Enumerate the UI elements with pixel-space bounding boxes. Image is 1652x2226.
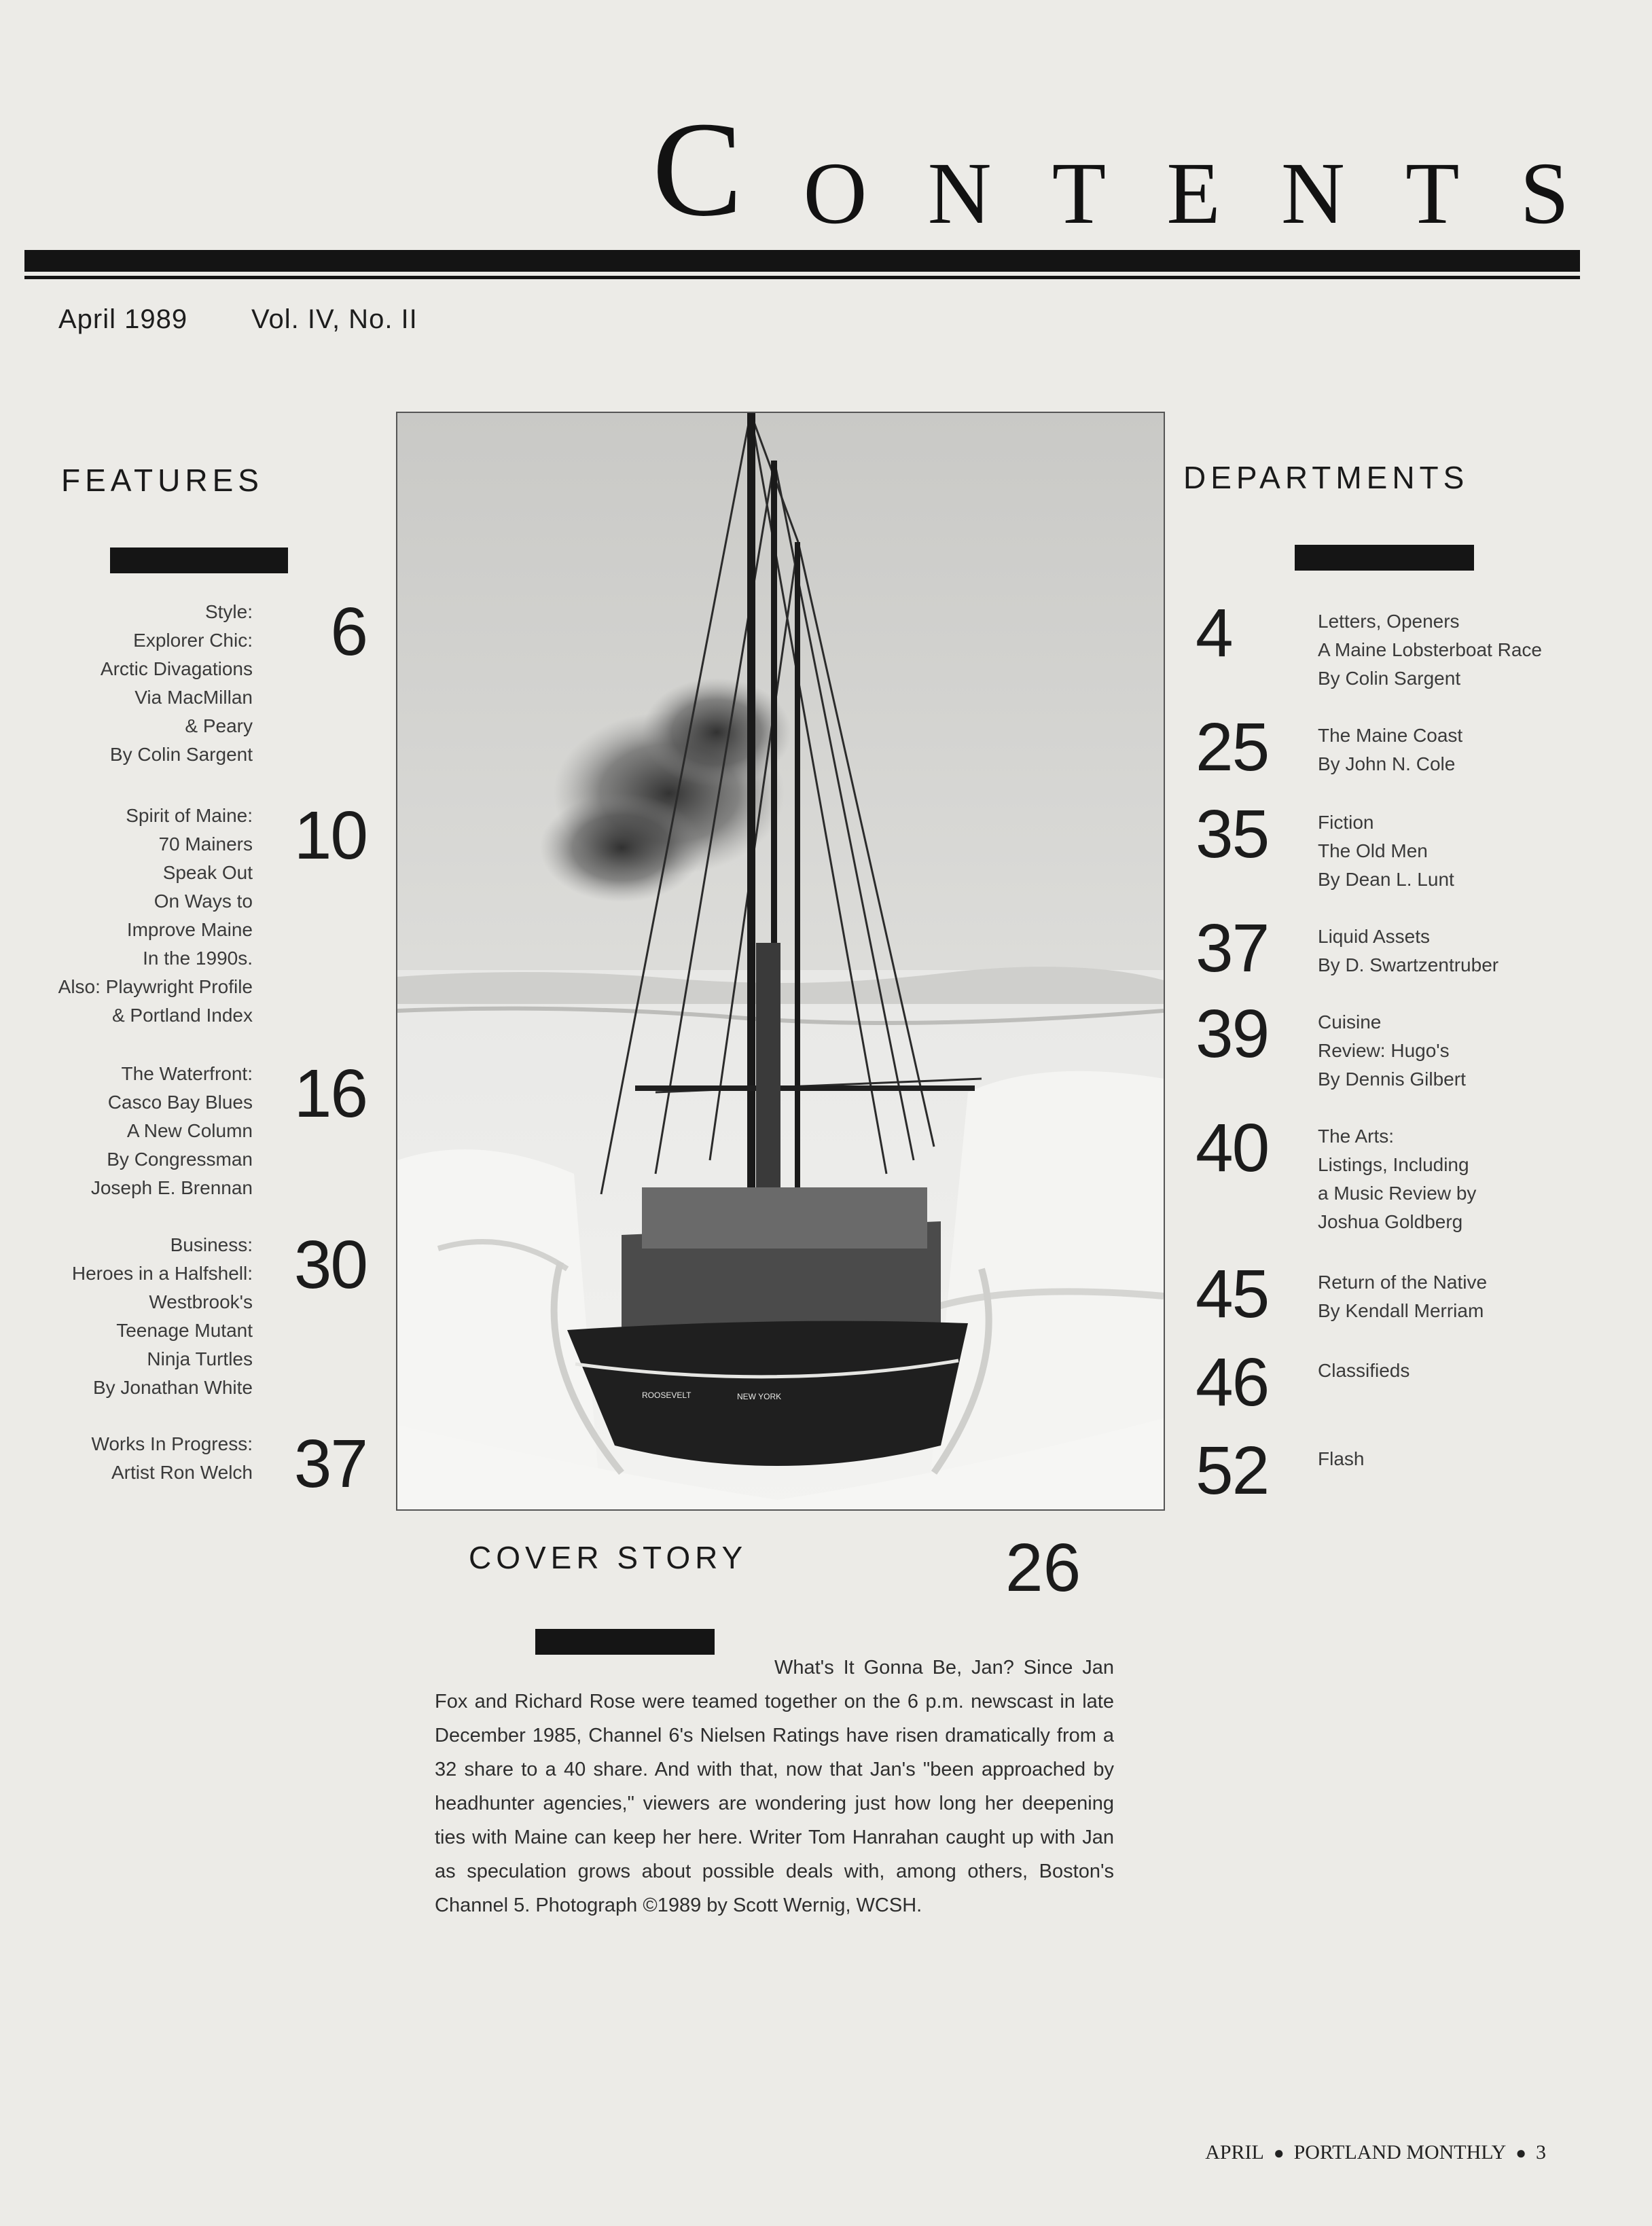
- department-line: Flash: [1318, 1448, 1365, 1469]
- feature-line: 70 Mainers: [158, 833, 253, 855]
- department-entry: [1196, 1344, 1603, 1420]
- department-entry: [1196, 796, 1603, 890]
- feature-line: Ninja Turtles: [147, 1348, 253, 1369]
- feature-description: [0, 802, 253, 1030]
- title-letter: N: [927, 145, 992, 243]
- features-heading: FEATURES: [61, 463, 264, 498]
- department-entry: [1196, 709, 1603, 785]
- feature-line: Teenage Mutant: [116, 1320, 253, 1341]
- departments-bar: [1295, 545, 1474, 571]
- feature-entry: [27, 1426, 367, 1502]
- feature-line: Arctic Divagations: [100, 658, 253, 679]
- department-page-number: 40: [1196, 1110, 1269, 1186]
- feature-line: By Congressman: [107, 1149, 253, 1170]
- title-letter: E: [1166, 145, 1221, 243]
- department-line: Review: Hugo's: [1318, 1040, 1450, 1061]
- feature-page-number: 16: [293, 1056, 367, 1132]
- title-letter: T: [1052, 145, 1107, 243]
- contents-title: [652, 94, 1569, 245]
- department-line: By John N. Cole: [1318, 753, 1456, 774]
- feature-line: & Portland Index: [111, 1005, 253, 1026]
- title-letter: O: [803, 145, 867, 243]
- feature-page-number: 10: [293, 797, 367, 874]
- cover-story-text: [435, 1651, 1114, 1922]
- feature-line: Speak Out: [162, 862, 253, 883]
- feature-line: Via MacMillan: [134, 687, 253, 708]
- department-description: [1318, 713, 1630, 778]
- department-page-number: 37: [1196, 910, 1269, 986]
- feature-entry: [27, 1056, 367, 1198]
- feature-description: [0, 1060, 253, 1202]
- title-letter: N: [1280, 145, 1345, 243]
- cover-story-heading: COVER STORY: [469, 1540, 748, 1575]
- department-line: The Old Men: [1318, 840, 1428, 861]
- feature-description: [0, 598, 253, 769]
- department-line: By Dean L. Lunt: [1318, 869, 1454, 890]
- masthead-rule-thin: [24, 276, 1580, 279]
- footer-magazine: PORTLAND MONTHLY: [1293, 2141, 1507, 2164]
- department-entry: [1196, 1110, 1603, 1232]
- department-page-number: 4: [1196, 595, 1232, 671]
- department-line: The Maine Coast: [1318, 725, 1463, 746]
- department-line: By Dennis Gilbert: [1318, 1069, 1466, 1090]
- feature-line: Works In Progress:: [91, 1433, 253, 1454]
- department-line: The Arts:: [1318, 1126, 1395, 1147]
- department-line: By Kendall Merriam: [1318, 1300, 1484, 1321]
- department-description: [1318, 1260, 1630, 1325]
- feature-line: Artist Ron Welch: [111, 1462, 253, 1483]
- feature-line: Business:: [170, 1234, 253, 1255]
- feature-line: Westbrook's: [149, 1291, 253, 1312]
- department-page-number: 25: [1196, 709, 1269, 785]
- hull-port: NEW YORK: [737, 1392, 782, 1401]
- departments-heading: DEPARTMENTS: [1183, 460, 1469, 495]
- department-line: Listings, Including: [1318, 1154, 1469, 1175]
- feature-line: Casco Bay Blues: [107, 1092, 253, 1113]
- feature-description: [0, 1231, 253, 1402]
- feature-line: In the 1990s.: [143, 948, 253, 969]
- feature-entry: [27, 797, 367, 1026]
- features-bar: [110, 547, 288, 573]
- department-page-number: 46: [1196, 1344, 1269, 1420]
- footer-page-number: 3: [1536, 2141, 1546, 2164]
- bullet-icon: ●: [1515, 2143, 1526, 2163]
- masthead-rule-thick: [24, 250, 1580, 272]
- department-line: Classifieds: [1318, 1360, 1410, 1381]
- feature-line: Spirit of Maine:: [126, 805, 253, 826]
- title-letter: S: [1520, 145, 1569, 243]
- department-entry: [1196, 595, 1603, 689]
- title-letter: C: [652, 94, 743, 245]
- feature-line: Style:: [204, 601, 253, 622]
- feature-line: & Peary: [185, 715, 253, 736]
- issue-date: April 1989: [58, 304, 188, 334]
- department-line: Liquid Assets: [1318, 926, 1430, 947]
- department-line: Cuisine: [1318, 1011, 1382, 1033]
- department-description: [1318, 800, 1630, 894]
- feature-entry: [27, 594, 367, 765]
- department-line: By Colin Sargent: [1318, 668, 1461, 689]
- department-description: [1318, 599, 1630, 693]
- page-footer: [1205, 2141, 1546, 2164]
- department-entry: [1196, 1256, 1603, 1332]
- hull-name: ROOSEVELT: [642, 1390, 692, 1400]
- cover-story-page: 26: [1005, 1530, 1081, 1606]
- feature-line: Improve Maine: [126, 919, 253, 940]
- feature-line: Explorer Chic:: [133, 630, 253, 651]
- feature-line: By Colin Sargent: [109, 744, 253, 765]
- feature-description: [0, 1430, 253, 1487]
- feature-line: The Waterfront:: [121, 1063, 253, 1084]
- footer-month: APRIL: [1205, 2141, 1264, 2164]
- department-description: [1318, 1114, 1630, 1236]
- feature-line: Also: Playwright Profile: [58, 976, 253, 997]
- department-entry: [1196, 910, 1603, 986]
- department-entry: [1196, 1433, 1603, 1509]
- department-entry: [1196, 996, 1603, 1090]
- department-line: Return of the Native: [1318, 1272, 1488, 1293]
- cover-photo-ship-in-ice: [396, 412, 1165, 1511]
- department-line: Joshua Goldberg: [1318, 1211, 1463, 1232]
- feature-line: On Ways to: [154, 891, 253, 912]
- title-letter: T: [1405, 145, 1460, 243]
- issue-volume: Vol. IV, No. II: [251, 304, 418, 334]
- feature-line: A New Column: [126, 1120, 253, 1141]
- department-description: [1318, 1437, 1630, 1473]
- department-page-number: 35: [1196, 796, 1269, 872]
- department-description: [1318, 914, 1630, 980]
- department-line: Letters, Openers: [1318, 611, 1460, 632]
- ship-illustration: [397, 413, 1164, 1509]
- cover-story-body: What's It Gonna Be, Jan? Since Jan Fox and Richard Rose were teamed together on the 6 p.m. newscast in late December 1985, Channel 6's Nielsen Ratings have risen dramatically from a 32 share to a 40 share. And with that, now that Jan's "been approached by headhunter agencies," viewers are wondering just how long her deepening ties with Maine can keep her here. Writer Tom Hanrahan caught up with Jan as speculation grows about possible deals with, among others, Boston's Channel 5. Photograph ©1989 by Scott Wernig, WCSH.: [435, 1657, 1114, 1916]
- feature-page-number: 37: [293, 1426, 367, 1502]
- department-line: By D. Swartzentruber: [1318, 954, 1499, 975]
- department-line: A Maine Lobsterboat Race: [1318, 639, 1542, 660]
- bullet-icon: ●: [1273, 2143, 1285, 2163]
- department-line: a Music Review by: [1318, 1183, 1477, 1204]
- department-page-number: 39: [1196, 996, 1269, 1072]
- feature-entry: [27, 1227, 367, 1398]
- feature-line: By Jonathan White: [92, 1377, 253, 1398]
- department-description: [1318, 1000, 1630, 1094]
- department-line: Fiction: [1318, 812, 1374, 833]
- department-page-number: 45: [1196, 1256, 1269, 1332]
- feature-line: Heroes in a Halfshell:: [71, 1263, 253, 1284]
- department-page-number: 52: [1196, 1433, 1269, 1509]
- department-description: [1318, 1348, 1630, 1385]
- feature-line: Joseph E. Brennan: [90, 1177, 253, 1198]
- feature-page-number: 30: [293, 1227, 367, 1303]
- feature-page-number: 6: [330, 594, 367, 670]
